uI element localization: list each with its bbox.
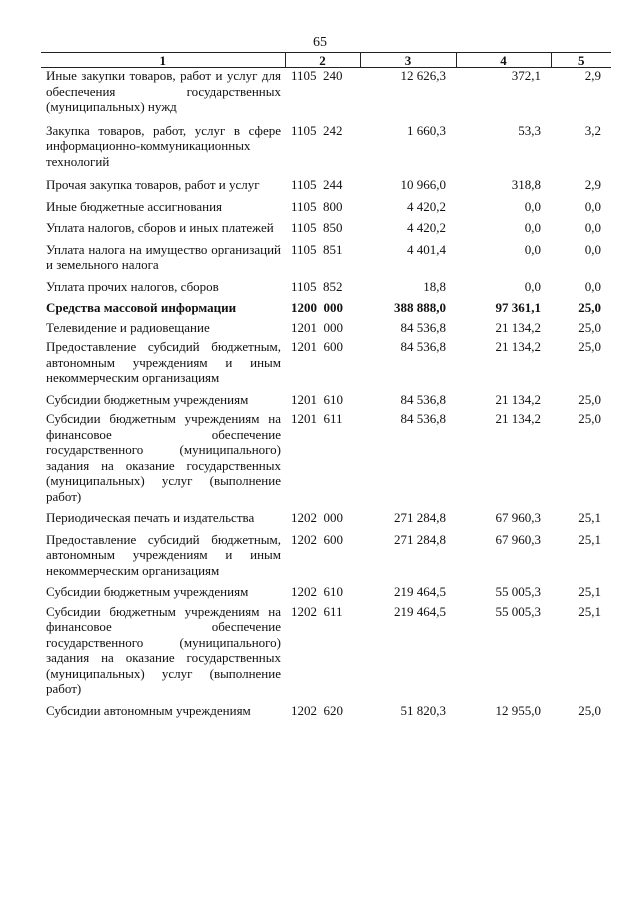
row-value-percent: 0,0 xyxy=(584,198,601,214)
row-value-percent: 25,0 xyxy=(578,300,601,315)
row-name: Субсидии бюджетным учреждениям xyxy=(46,391,249,407)
table-row xyxy=(41,320,611,336)
row-spacer xyxy=(41,115,611,123)
row-value-planned: 84 536,8 xyxy=(400,339,446,354)
row-code: 1202 610 xyxy=(291,584,343,599)
row-code: 1105 852 xyxy=(291,278,343,294)
table-row xyxy=(41,68,611,115)
row-value-planned: 4 420,2 xyxy=(407,198,446,214)
row-value-percent: 25,0 xyxy=(578,339,601,354)
column-header: 4 xyxy=(456,53,551,68)
row-value-executed: 55 005,3 xyxy=(495,603,541,619)
row-value-planned: 388 888,0 xyxy=(394,300,446,315)
row-value-percent: 25,1 xyxy=(578,510,601,525)
row-code: 1105 242 xyxy=(291,122,343,138)
row-value-planned: 18,8 xyxy=(423,278,446,294)
row-code: 1105 240 xyxy=(291,68,343,83)
row-value-executed: 67 960,3 xyxy=(495,510,541,525)
row-value-planned: 219 464,5 xyxy=(394,584,446,599)
row-name: Субсидии бюджетным учреждениям на финансовое обеспечение государственного (муниципального) задания на оказание государственных (муниципальных) услуг (выполнение работ) xyxy=(46,603,281,696)
row-value-planned: 10 966,0 xyxy=(400,177,446,192)
column-header: 5 xyxy=(551,53,611,68)
table-row xyxy=(41,339,611,386)
row-value-executed: 21 134,2 xyxy=(495,319,541,335)
table-row xyxy=(41,604,611,697)
row-value-executed: 318,8 xyxy=(511,177,541,192)
row-value-executed: 21 134,2 xyxy=(495,339,541,354)
row-name: Прочая закупка товаров, работ и услуг xyxy=(46,177,260,192)
row-value-executed: 55 005,3 xyxy=(495,584,541,599)
row-code: 1201 600 xyxy=(291,339,343,354)
row-name: Субсидии автономным учреждениям xyxy=(46,702,251,718)
row-code: 1202 600 xyxy=(291,531,343,547)
row-name: Иные закупки товаров, работ и услуг для обеспечения государственных (муниципальных) нужд xyxy=(46,68,281,114)
row-code: 1201 000 xyxy=(291,319,343,335)
row-name: Предоставление субсидий бюджетным, автономным учреждениям и иным некоммерческим организациям xyxy=(46,339,281,385)
row-name: Периодическая печать и издательства xyxy=(46,510,255,525)
row-name: Уплата налога на имущество организаций и земельного налога xyxy=(46,241,281,272)
table-row xyxy=(41,242,611,273)
row-name: Предоставление субсидий бюджетным, автономным учреждениям и иным некоммерческим организациям xyxy=(46,531,281,578)
table-row xyxy=(41,392,611,408)
row-value-executed: 12 955,0 xyxy=(495,702,541,718)
table-row xyxy=(41,177,611,193)
row-spacer-cell xyxy=(41,169,611,177)
row-code: 1105 800 xyxy=(291,198,343,214)
table-row xyxy=(41,510,611,526)
row-value-percent: 25,1 xyxy=(578,603,601,619)
column-header: 1 xyxy=(41,53,285,68)
row-name: Средства массовой информации xyxy=(46,300,237,315)
row-value-executed: 0,0 xyxy=(524,220,541,235)
row-value-executed: 67 960,3 xyxy=(495,531,541,547)
row-value-percent: 25,0 xyxy=(578,411,601,426)
row-value-executed: 372,1 xyxy=(511,68,541,83)
column-header: 3 xyxy=(360,53,456,68)
row-value-percent: 2,9 xyxy=(584,68,601,83)
table-row xyxy=(41,279,611,295)
row-value-planned: 4 401,4 xyxy=(407,241,446,257)
row-code: 1105 244 xyxy=(291,177,343,192)
row-value-planned: 271 284,8 xyxy=(394,531,446,547)
row-name: Субсидии бюджетным учреждениям на финансовое обеспечение государственного (муниципального) задания на оказание государственных (муниципальных) услуг (выполнение работ) xyxy=(46,411,281,504)
table-row xyxy=(41,220,611,236)
row-value-executed: 0,0 xyxy=(524,198,541,214)
page-number: 65 xyxy=(313,35,327,50)
column-header: 2 xyxy=(285,53,360,68)
table-row xyxy=(41,300,611,316)
table-row xyxy=(41,199,611,215)
row-code: 1200 000 xyxy=(291,300,343,315)
row-name: Иные бюджетные ассигнования xyxy=(46,198,223,214)
row-value-executed: 0,0 xyxy=(524,278,541,294)
row-value-planned: 51 820,3 xyxy=(400,702,446,718)
row-code: 1202 620 xyxy=(291,702,343,718)
row-value-executed: 21 134,2 xyxy=(495,391,541,407)
row-value-percent: 0,0 xyxy=(584,241,601,257)
row-value-planned: 12 626,3 xyxy=(400,68,446,83)
row-value-percent: 25,0 xyxy=(578,391,601,407)
row-value-executed: 0,0 xyxy=(524,241,541,257)
row-value-percent: 25,1 xyxy=(578,531,601,547)
row-code: 1201 610 xyxy=(291,391,343,407)
row-code: 1105 850 xyxy=(291,220,343,235)
row-code: 1202 611 xyxy=(291,603,343,619)
row-name: Уплата прочих налогов, сборов xyxy=(46,278,219,294)
table-row xyxy=(41,123,611,170)
row-value-executed: 21 134,2 xyxy=(495,411,541,426)
table-row xyxy=(41,584,611,600)
table-row xyxy=(41,703,611,719)
budget-table xyxy=(41,52,611,724)
row-value-percent: 2,9 xyxy=(584,177,601,192)
row-value-planned: 84 536,8 xyxy=(400,411,446,426)
header-row xyxy=(41,53,611,68)
row-value-percent: 0,0 xyxy=(584,220,601,235)
row-spacer xyxy=(41,718,611,724)
row-value-percent: 25,0 xyxy=(578,319,601,335)
row-value-planned: 4 420,2 xyxy=(407,220,446,235)
row-spacer xyxy=(41,169,611,177)
row-value-planned: 84 536,8 xyxy=(400,319,446,335)
row-code: 1201 611 xyxy=(291,411,343,426)
row-name: Субсидии бюджетным учреждениям xyxy=(46,584,249,599)
row-value-planned: 271 284,8 xyxy=(394,510,446,525)
row-name: Закупка товаров, работ, услуг в сфере информационно-коммуникационных технологий xyxy=(46,122,281,169)
row-value-percent: 25,0 xyxy=(578,702,601,718)
row-value-planned: 1 660,3 xyxy=(407,122,446,138)
row-code: 1105 851 xyxy=(291,241,343,257)
row-value-executed: 97 361,1 xyxy=(495,300,541,315)
table-row xyxy=(41,411,611,504)
table-body xyxy=(41,68,611,725)
row-code: 1202 000 xyxy=(291,510,343,525)
row-name: Уплата налогов, сборов и иных платежей xyxy=(46,220,274,235)
row-spacer-cell xyxy=(41,115,611,123)
table-row xyxy=(41,532,611,579)
row-value-planned: 84 536,8 xyxy=(400,391,446,407)
row-value-percent: 25,1 xyxy=(578,584,601,599)
row-spacer-cell xyxy=(41,718,611,724)
row-value-executed: 53,3 xyxy=(518,122,541,138)
row-value-planned: 219 464,5 xyxy=(394,603,446,619)
row-value-percent: 0,0 xyxy=(584,278,601,294)
row-value-percent: 3,2 xyxy=(584,122,601,138)
row-name: Телевидение и радиовещание xyxy=(46,319,210,335)
